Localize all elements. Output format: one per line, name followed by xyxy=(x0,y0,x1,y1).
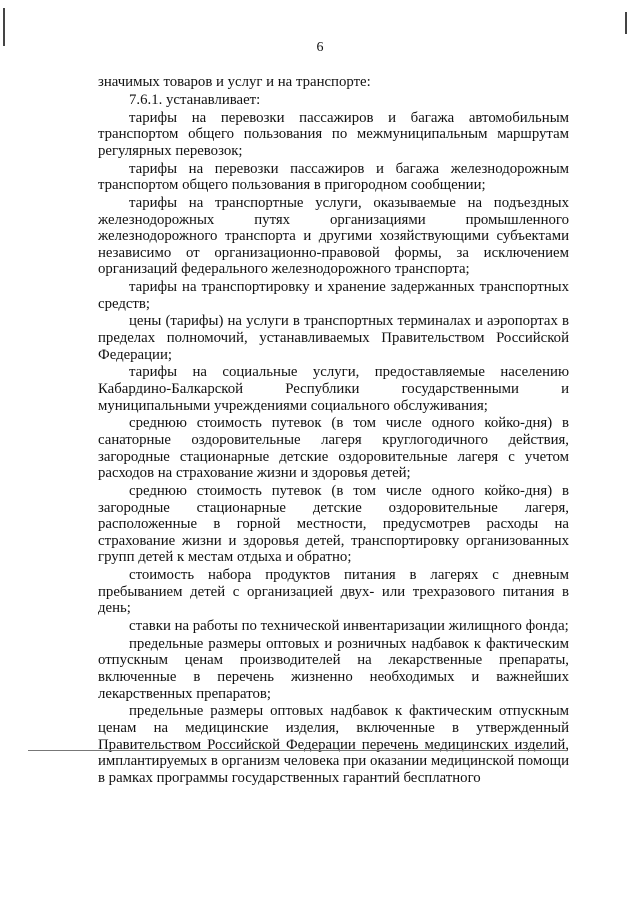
scan-strike-line xyxy=(28,750,568,751)
paragraph-item: тарифы на транспортировку и хранение задержанных транспортных средств; xyxy=(98,279,569,312)
document-body xyxy=(98,74,569,788)
paragraph-item: ставки на работы по технической инвентаризации жилищного фонда; xyxy=(129,618,569,635)
paragraph-item: тарифы на перевозки пассажиров и багажа железнодорожным транспортом общего пользования в пригородном сообщении; xyxy=(98,160,569,194)
paragraph-clause-heading: 7.6.1. устанавливает: xyxy=(129,91,261,108)
paragraph-item: стоимость набора продуктов питания в лагерях с дневным пребыванием детей с организацией двух- или трехразового питания в день; xyxy=(98,567,569,617)
paragraph-item: тарифы на социальные услуги, предоставляемые населению Кабардино-Балкарской Республики государственными и муниципальными учреждениями социального обслуживания; xyxy=(98,364,569,414)
page-number: 6 xyxy=(316,40,324,55)
paragraph-continuation: значимых товаров и услуг и на транспорте: xyxy=(98,74,371,90)
paragraph-item: тарифы на перевозки пассажиров и багажа автомобильным транспортом общего пользования по межмуниципальным маршрутам регулярных перевозок; xyxy=(98,109,569,159)
paragraph-item: предельные размеры оптовых надбавок к фактическим отпускным ценам на медицинские изделия, включенные в утвержденный Правительством Российской Федерации перечень медицинских изделий, имплантируемых в организм человека при оказании медицинской помощи в рамках программы государственных гарантий бесплатного xyxy=(98,703,569,786)
paragraph-item: тарифы на транспортные услуги, оказываемые на подъездных железнодорожных путях организациями промышленного железнодорожного транспорта и другими хозяйствующими субъектами независимо от организационно-правовой формы, за исключением организаций федерального железнодорожного транспорта; xyxy=(98,194,569,278)
paragraph-item: среднюю стоимость путевок (в том числе одного койко-дня) в санаторные оздоровительные лагеря круглогодичного действия, загородные стационарные детские оздоровительные лагеря с учетом расходов на страхование жизни и здоровья детей; xyxy=(98,415,569,482)
paragraph-item: предельные размеры оптовых и розничных надбавок к фактическим отпускным ценам производителей на лекарственные препараты, включенные в перечень жизненно необходимых и важнейших лекарственных препаратов; xyxy=(98,635,569,702)
scan-edge-mark-right xyxy=(625,12,627,34)
paragraph-item: среднюю стоимость путевок (в том числе одного койко-дня) в загородные стационарные детские оздоровительные лагеря, расположенные в горной местности, предусмотрев расходы на страхование жизни и здоровья детей, транспортировку организованных групп детей к местам отдыха и обратно; xyxy=(98,482,569,566)
paragraph-item: цены (тарифы) на услуги в транспортных терминалах и аэропортах в пределах полномочий, устанавливаемых Правительством Российской Федерации; xyxy=(98,313,569,363)
